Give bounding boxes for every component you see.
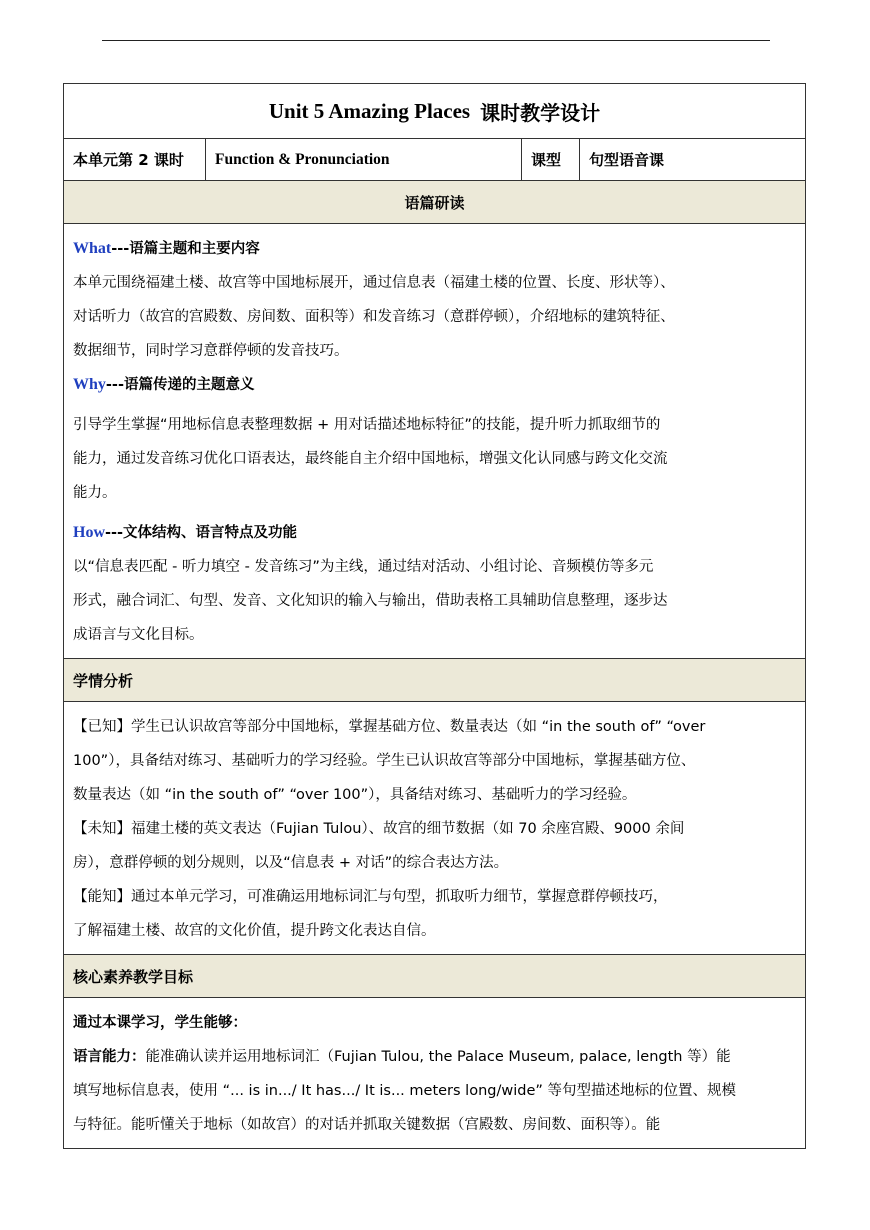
paragraph-line: 成语言与文化目标。 — [73, 627, 204, 643]
lesson-meta-row — [64, 139, 805, 181]
student-analysis-cell — [64, 702, 805, 955]
goals-intro: 通过本课学习，学生能够： — [73, 1015, 247, 1031]
analysis-line: 房），意群停顿的划分规则，以及“信息表 + 对话”的综合表达方法。 — [73, 855, 509, 871]
what-subtitle: ---语篇主题和主要内容 — [111, 241, 260, 257]
paragraph-line: 引导学生掌握“用地标信息表整理数据 + 用对话描述地标特征”的技能，提升听力抓取细节的 — [73, 417, 661, 433]
paragraph-line: 形式，融合词汇、句型、发音、文化知识的输入与输出，借助表格工具辅助信息整理，逐步达 — [73, 593, 668, 609]
analysis-line: 【已知】学生已认识故宫等部分中国地标，掌握基础方位、数量表达（如 “in the south of” “over — [73, 719, 706, 735]
goal-line: 与特征。能听懂关于地标（如故宫）的对话并抓取关键数据（宫殿数、房间数、面积等）。能 — [73, 1117, 661, 1133]
section-heading-reading: 语篇研读 — [64, 181, 805, 224]
language-ability-text: 能准确认读并运用地标词汇（Fujian Tulou, the Palace Museum, palace, length 等）能 — [145, 1049, 731, 1065]
lesson-plan-table — [63, 83, 806, 1149]
analysis-line: 【未知】福建土楼的英文表达（Fujian Tulou）、故宫的细节数据（如 70 余座宫殿、9000 余间 — [73, 821, 685, 837]
paragraph-line: 本单元围绕福建土楼、故宫等中国地标展开，通过信息表（福建土楼的位置、长度、形状等）、 — [73, 275, 675, 291]
goal-line — [73, 1040, 793, 1074]
lesson-type-value: 句型语音课 — [589, 151, 665, 169]
lesson-type-label: 课型 — [522, 139, 580, 180]
analysis-line: 数量表达（如 “in the south of” “over 100”），具备结对练习、基础听力的学习经验。 — [73, 787, 637, 803]
paragraph-line: 对话听力（故宫的宫殿数、房间数、面积等）和发音练习（意群停顿），介绍地标的建筑特征、 — [73, 309, 675, 325]
what-key: What — [73, 240, 112, 257]
reading-analysis-cell — [64, 224, 805, 659]
page-title — [64, 84, 805, 139]
header-rule — [102, 40, 770, 41]
lesson-title: Function & Pronunciation — [206, 139, 522, 180]
analysis-line: 了解福建土楼、故宫的文化价值，提升跨文化表达自信。 — [73, 923, 436, 939]
title-english: Unit 5 Amazing Places — [268, 98, 471, 123]
paragraph-line: 能力。 — [73, 485, 117, 501]
why-key: Why — [73, 376, 106, 393]
paragraph-line: 能力，通过发音练习优化口语表达，最终能自主介绍中国地标，增强文化认同感与跨文化交流 — [73, 451, 668, 467]
section-heading-analysis: 学情分析 — [64, 659, 805, 702]
language-ability-label: 语言能力： — [73, 1049, 146, 1065]
title-chinese: 课时教学设计 — [480, 100, 601, 125]
how-subtitle: ---文体结构、语言特点及功能 — [105, 525, 298, 541]
paragraph-line: 以“信息表匹配 - 听力填空 - 发音练习”为主线，通过结对活动、小组讨论、音频模仿等多元 — [73, 559, 654, 575]
why-subtitle: ---语篇传递的主题意义 — [105, 377, 255, 393]
what-heading — [73, 232, 793, 266]
why-heading — [73, 368, 793, 402]
how-key: How — [73, 524, 105, 541]
paragraph-line: 数据细节，同时学习意群停顿的发音技巧。 — [73, 343, 349, 359]
teaching-goals-cell — [64, 998, 805, 1148]
section-heading-goals: 核心素养教学目标 — [64, 955, 805, 998]
goal-line: 填写地标信息表，使用 “... is in.../ It has.../ It is... meters long/wide” 等句型描述地标的位置、规模 — [73, 1083, 736, 1099]
how-heading — [73, 516, 793, 550]
lesson-number: 本单元第 2 课时 — [64, 139, 206, 180]
analysis-line: 【能知】通过本单元学习，可准确运用地标词汇与句型，抓取听力细节，掌握意群停顿技巧， — [73, 889, 668, 905]
analysis-line: 100”），具备结对练习、基础听力的学习经验。学生已认识故宫等部分中国地标，掌握基础方位、 — [73, 753, 696, 769]
